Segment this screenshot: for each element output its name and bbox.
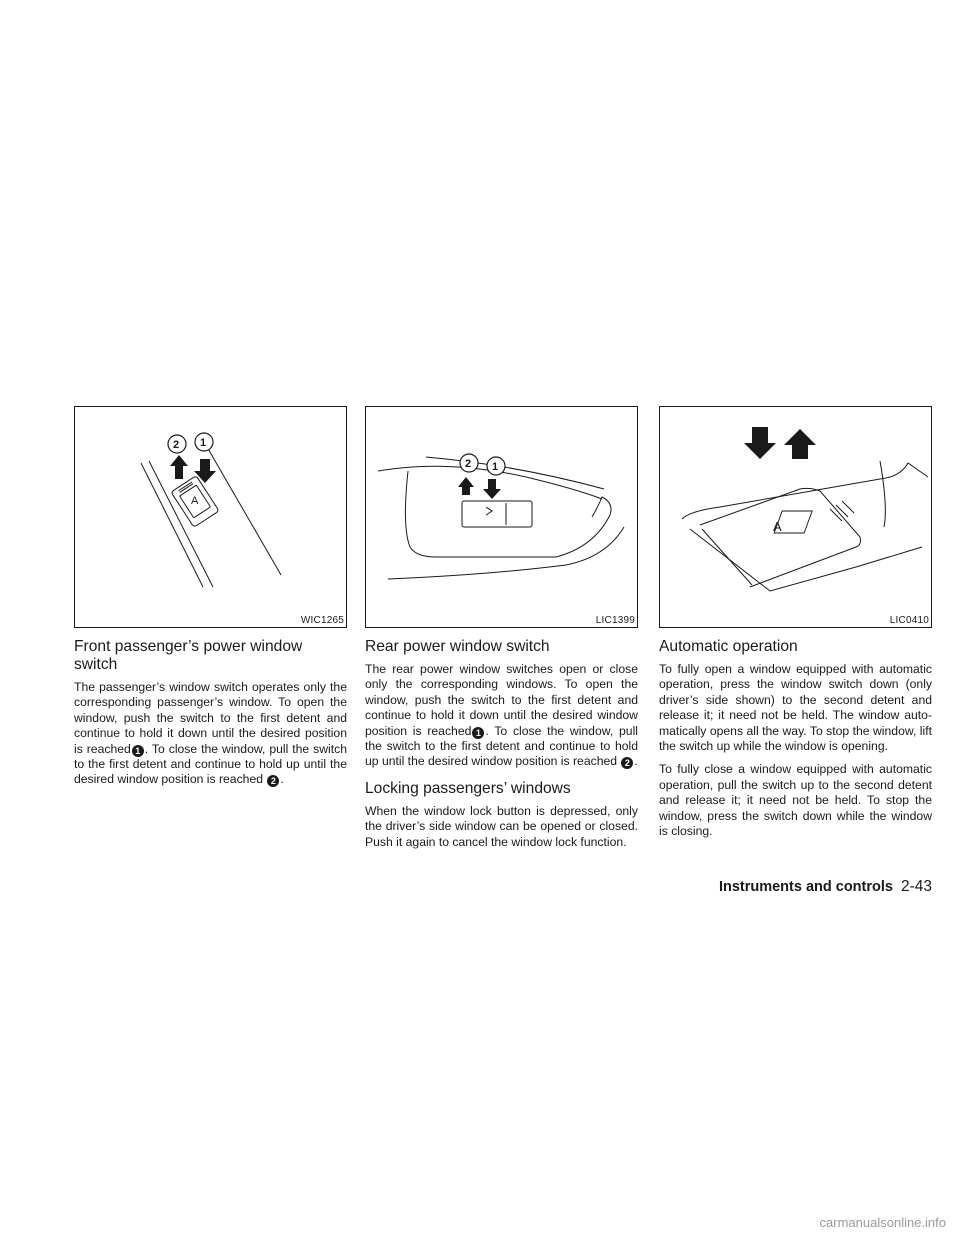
figure-rear-switch [365, 406, 638, 628]
rear-switch-illustration [366, 407, 637, 627]
figure-front-passenger-switch [74, 406, 347, 628]
arrow-down-icon [483, 479, 501, 499]
switch-letter: A [773, 519, 782, 534]
text-segment: The passenger’s window switch operates only the corresponding passenger’s window. To open the window, push the switch to the first detent and continue to hold it down until the desired position is reached [74, 680, 347, 756]
text-segment: . [634, 754, 638, 769]
text-segment: . [280, 772, 284, 787]
ref-1-badge: 1 [132, 745, 144, 757]
heading-rear: Rear power window switch [365, 638, 550, 655]
site-watermark: carmanualsonline.info [819, 1215, 946, 1230]
paragraph-front-passenger [74, 680, 347, 788]
paragraph-locking: When the window lock button is depressed, only the driver’s side window can be opened or closed. Push it again to cancel the window lock function. [365, 803, 638, 849]
page-footer [719, 878, 932, 896]
paragraph-rear [365, 662, 638, 770]
arrow-up-icon [458, 477, 474, 495]
switch-letter: A [191, 495, 199, 507]
page-number: 2-43 [900, 878, 932, 895]
footer-section-title: Instruments and controls [718, 879, 893, 895]
heading-locking: Locking passengers’ windows [365, 779, 571, 797]
callout-1-label: 1 [492, 461, 499, 473]
figure-automatic-switch [659, 406, 932, 628]
arrow-up-icon [784, 429, 816, 459]
text-segment: . To close the window, pull the switch to the first detent and continue to hold up until the desired window position is reached [365, 723, 638, 769]
column-rear [365, 406, 638, 858]
figure-code: LIC1399 [595, 615, 635, 626]
arrow-down-icon [744, 427, 776, 459]
figure-code: LIC0410 [889, 615, 929, 626]
front-switch-illustration [75, 407, 346, 627]
arrow-up-icon [170, 455, 188, 479]
heading-automatic: Automatic operation [659, 638, 798, 655]
column-automatic [659, 406, 932, 847]
paragraph-automatic-open: To fully open a window equipped with automatic operation, press the window switch down (only driver’s side shown) to the second detent and release it; it need not be held. The window auto-matically opens all the way. To stop the window, lift the switch up while the window is opening. [659, 662, 932, 754]
automatic-switch-illustration [660, 407, 931, 627]
paragraph-automatic-close: To fully close a window equipped with automatic operation, pull the switch up to the second detent and release it; it need not be held. To stop the window, press the switch down while the window is closing. [659, 762, 932, 839]
heading-front-passenger: Front passenger’s power window switch [74, 638, 303, 673]
callout-2-label: 2 [173, 439, 180, 451]
ref-2-badge: 2 [267, 775, 279, 787]
ref-1-badge: 1 [472, 727, 484, 739]
callout-1-label: 1 [200, 437, 207, 449]
column-front-passenger [74, 406, 347, 796]
figure-code: WIC1265 [300, 615, 344, 626]
arrow-down-icon [194, 459, 216, 483]
text-segment: . To close the window, pull the switch to the first detent and continue to hold up until the desired window position is reached [74, 741, 347, 787]
callout-2-label: 2 [465, 458, 472, 470]
text-segment: The rear power window switches open or close only the corresponding windows. To open the window, push the switch to the first detent and continue to hold it down until the desired window position is reached [365, 662, 638, 738]
ref-2-badge: 2 [621, 757, 633, 769]
